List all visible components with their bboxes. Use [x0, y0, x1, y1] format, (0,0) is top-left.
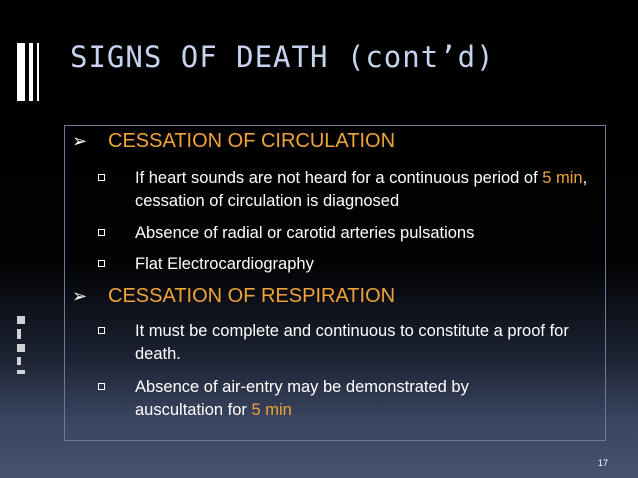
bullet-text: Absence of radial or carotid arteries pulsations [135, 224, 475, 242]
decorative-bar [37, 43, 39, 101]
bullet-text-part: , cessation of circulation is diagnosed [135, 169, 588, 210]
bullet-text-part: Absence of air-entry may be demonstrated by auscultation for [135, 378, 469, 419]
arrow-bullet-icon: ➢ [72, 131, 88, 151]
section-heading-circulation [72, 130, 395, 153]
arrow-bullet-icon: ➢ [72, 286, 88, 306]
bullet-text: It must be complete and continuous to constitute a proof for death. [135, 322, 569, 363]
decorative-bar [29, 43, 33, 101]
bullet-text [135, 376, 558, 422]
square-bullet-icon [98, 383, 105, 390]
decorative-block [17, 344, 25, 352]
bullet-item [98, 253, 598, 276]
slide-title: SIGNS OF DEATH (cont’d) [70, 40, 495, 74]
section-heading-respiration [72, 285, 395, 308]
square-bullet-icon [98, 174, 105, 181]
square-bullet-icon [98, 229, 105, 236]
bullet-text-part: If heart sounds are not heard for a continuous period of [135, 169, 543, 187]
bullet-item [98, 376, 558, 422]
decorative-bar [17, 43, 25, 101]
section-heading-text: CESSATION OF RESPIRATION [108, 285, 396, 307]
highlight-text: 5 min [251, 401, 292, 419]
bullet-item [98, 320, 578, 366]
decorative-block [17, 316, 25, 324]
decorative-block [17, 357, 21, 365]
decorative-block [17, 370, 25, 374]
decorative-block [17, 329, 21, 339]
section-heading-text: CESSATION OF CIRCULATION [108, 130, 396, 152]
highlight-text: 5 min [542, 169, 583, 187]
bullet-text [135, 167, 598, 213]
bullet-item [98, 222, 598, 245]
square-bullet-icon [98, 327, 105, 334]
bullet-item [98, 167, 598, 213]
square-bullet-icon [98, 260, 105, 267]
page-number: 17 [598, 458, 609, 468]
bullet-text: Flat Electrocardiography [135, 255, 314, 273]
